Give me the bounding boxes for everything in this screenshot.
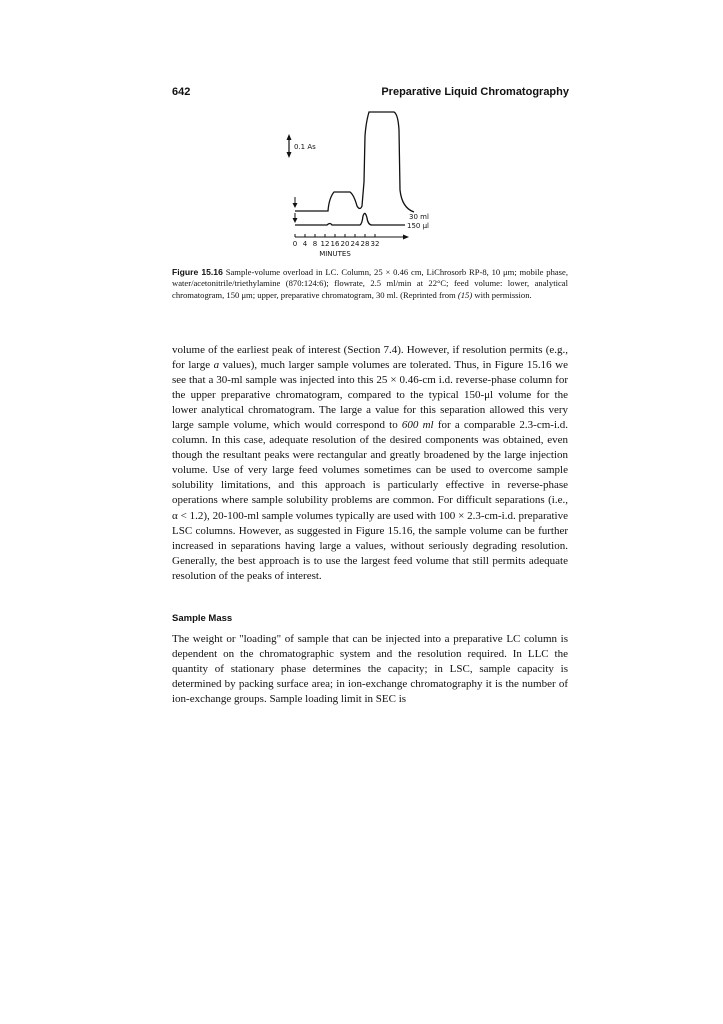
body-paragraph-2 xyxy=(172,632,568,707)
section-heading: Sample Mass xyxy=(172,613,233,624)
tick-label: 16 xyxy=(330,240,340,248)
scale-bar xyxy=(287,134,292,158)
emphasized-volume: 600 ml xyxy=(401,419,434,432)
running-title: Preparative Liquid Chromatography xyxy=(381,86,569,98)
chromatogram-figure xyxy=(272,100,452,268)
tick-label: 4 xyxy=(302,240,308,248)
tick-label: 20 xyxy=(340,240,350,248)
time-axis-arrow xyxy=(403,235,409,240)
upper-trace-start-marker xyxy=(293,197,298,208)
axis-title: MINUTES xyxy=(319,250,351,258)
caption-text-end: with permission. xyxy=(474,289,532,300)
lower-trace-label: 150 μl xyxy=(407,222,429,230)
tick-label: 0 xyxy=(292,240,298,248)
tick-label: 12 xyxy=(320,240,330,248)
caption-reference: (15) xyxy=(457,289,473,300)
body-paragraph-1 xyxy=(172,343,568,584)
tick-label: 32 xyxy=(370,240,380,248)
upper-trace-label: 30 ml xyxy=(409,213,429,221)
tick-label: 8 xyxy=(312,240,318,248)
figure-caption xyxy=(172,267,568,301)
chromatogram-svg xyxy=(272,100,452,268)
paragraph-text: values), much larger sample volumes are tolerated. Thus, in Figure 15.16 we see that a 30-ml sample was injected into this 25 × 0.46-cm i.d. reverse-phase column for the upper preparative chromatogram, compared to the typical 150-μl volume for the lower analytical chromatogram. The large a value for this separation allowed this very large sample volume, which would correspond to xyxy=(172,359,568,432)
scale-label: 0.1 As xyxy=(294,143,316,151)
lower-trace xyxy=(295,213,405,225)
paragraph-text: for a comparable 2.3-cm-i.d. column. In this case, adequate resolution of the desired components was obtained, even though the resultant peaks were rectangular and greatly broadened by the large injection volume. Use of very large feed volumes sometimes can be used to overcome sample solubility limitations, and this approach is particularly effective in reverse-phase operations where sample solubility problems are common. For difficult separations (i.e., α < 1.2), 20-100-ml sample volumes typically are used with 100 × 2.3-cm-i.d. preparative LSC columns. However, as suggested in Figure 15.16, the sample volume can be further increased in separations having large a values, without seriously degrading resolution. Generally, the best approach is to use the largest feed volume that still permits adequate resolution of the peaks of interest. xyxy=(172,419,568,582)
alpha-symbol: a xyxy=(213,359,220,372)
paragraph-text: The weight or "loading" of sample that can be injected into a preparative LC column is dependent on the chromatographic system and the resolution required. In LLC the quantity of stationary phase determines the capacity; in LSC, sample capacity is determined by packing surface area; in ion-exchange chromatography it is the number of ion-exchange groups. Sample loading limit in SEC is xyxy=(172,633,568,706)
lower-trace-start-marker xyxy=(293,213,298,223)
caption-text: Sample-volume overload in LC. Column, 25 × 0.46 cm, LiChrosorb RP-8, 10 μm; mobile phase, water/acetonitrile/triethylamine (870:124:6); flowrate, 2.5 ml/min at 22°C; feed volume: lower, analytical chromatogram, 150 μm; upper, preparative chromatogram, 30 ml. (Reprinted from xyxy=(172,267,568,300)
tick-label: 28 xyxy=(360,240,370,248)
upper-trace xyxy=(295,112,414,212)
caption-label: Figure 15.16 xyxy=(172,267,223,277)
page-number: 642 xyxy=(172,86,191,98)
paragraph-text: volume of the earliest peak of interest (Section 7.4). However, if resolution permits (e.g., for large xyxy=(172,344,568,372)
tick-label: 24 xyxy=(350,240,360,248)
